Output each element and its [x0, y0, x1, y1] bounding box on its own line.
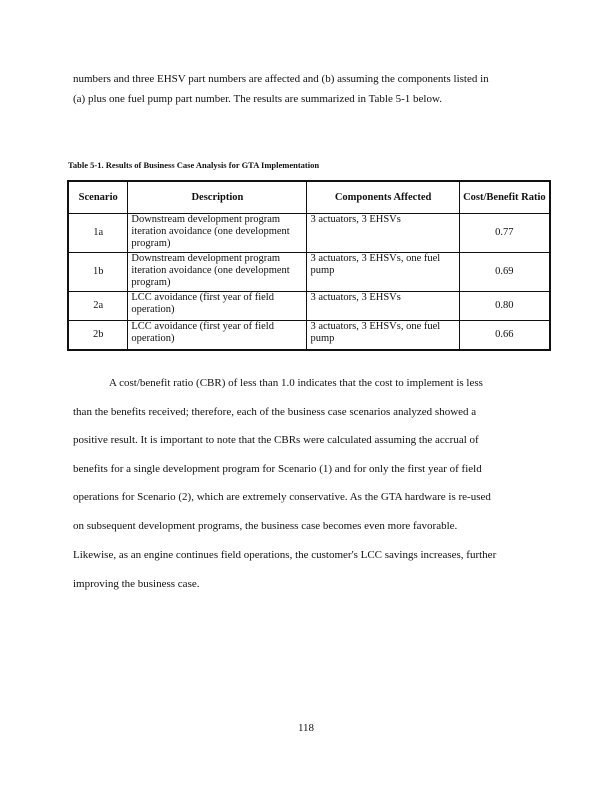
body-line: on subsequent development programs, the business case becomes even more favorable.	[73, 520, 458, 532]
intro-line: (a) plus one fuel pump part number. The results are summarized in Table 5-1 below.	[73, 93, 442, 105]
header-scenario: Scenario	[68, 181, 128, 214]
description-cell: LCC avoidance (first year of field operation)	[128, 292, 307, 321]
scenario-cell: 2b	[68, 321, 128, 350]
description-cell: Downstream development program iteration avoidance (one development program)	[128, 253, 307, 292]
components-cell: 3 actuators, 3 EHSVs	[307, 214, 459, 253]
description-cell: Downstream development program iteration avoidance (one development program)	[128, 214, 307, 253]
ratio-cell: 0.80	[459, 292, 550, 321]
ratio-cell: 0.66	[459, 321, 550, 350]
ratio-cell: 0.77	[459, 214, 550, 253]
body-line: benefits for a single development program for Scenario (1) and for only the first year of field	[73, 463, 482, 475]
header-ratio: Cost/Benefit Ratio	[459, 181, 550, 214]
header-description: Description	[128, 181, 307, 214]
components-cell: 3 actuators, 3 EHSVs, one fuel pump	[307, 321, 459, 350]
table-row	[68, 214, 550, 253]
intro-line: numbers and three EHSV part numbers are affected and (b) assuming the components listed in	[73, 73, 489, 85]
body-line: positive result. It is important to note that the CBRs were calculated assuming the accrual of	[73, 434, 479, 446]
components-cell: 3 actuators, 3 EHSVs, one fuel pump	[307, 253, 459, 292]
description-cell: LCC avoidance (first year of field operation)	[128, 321, 307, 350]
table-caption: Table 5-1. Results of Business Case Analysis for GTA Implementation	[68, 160, 320, 170]
page-number: 118	[297, 722, 315, 734]
body-line: improving the business case.	[73, 578, 200, 590]
table-row	[68, 321, 550, 350]
body-line: Likewise, as an engine continues field operations, the customer's LCC savings increases, further	[73, 549, 497, 561]
body-line: A cost/benefit ratio (CBR) of less than 1.0 indicates that the cost to implement is less	[109, 377, 483, 389]
scenario-cell: 2a	[68, 292, 128, 321]
results-table	[67, 180, 551, 351]
components-cell: 3 actuators, 3 EHSVs	[307, 292, 459, 321]
table-header-row	[68, 181, 550, 214]
header-components: Components Affected	[307, 181, 459, 214]
scenario-cell: 1b	[68, 253, 128, 292]
table-row	[68, 253, 550, 292]
table-row	[68, 292, 550, 321]
scenario-cell: 1a	[68, 214, 128, 253]
body-line: operations for Scenario (2), which are extremely conservative. As the GTA hardware is re-used	[73, 491, 491, 503]
body-line: than the benefits received; therefore, each of the business case scenarios analyzed showed a	[73, 406, 477, 418]
ratio-cell: 0.69	[459, 253, 550, 292]
